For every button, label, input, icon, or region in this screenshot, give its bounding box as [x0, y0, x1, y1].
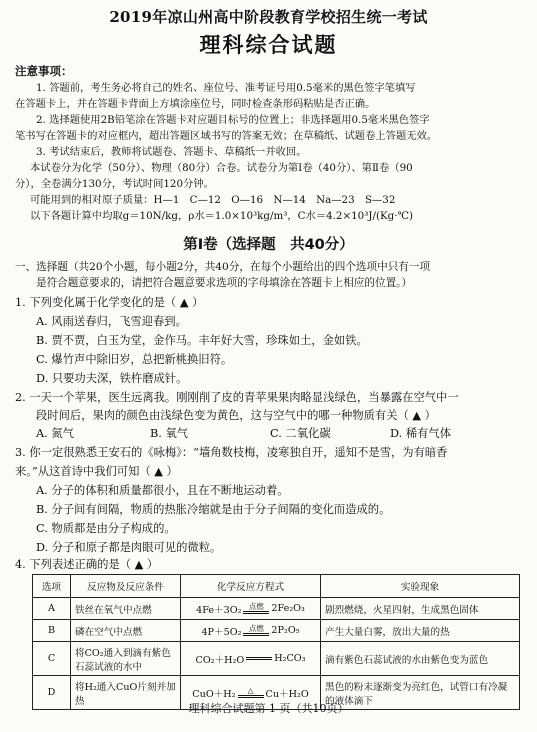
notice-line: 分），全卷满分130分，考试时间120分钟。 [15, 178, 214, 190]
row-phenomenon: 黑色的粉末逐渐变为亮红色，试管口有冷凝的液体滴下 [321, 676, 520, 710]
question-2-option-b: B. 氧气 [150, 427, 189, 440]
row-equation: 4P＋5O₂ 点燃 2P₂O₅ [181, 620, 321, 642]
reaction-condition: 点燃 [248, 624, 264, 633]
notice-line: 本试卷分为化学（50分）、物理（80分）合卷。试卷分为第Ⅰ卷（40分）、第Ⅱ卷（90 [30, 162, 413, 174]
row-reactants: 将H₂通入CuO片刻并加热 [71, 676, 181, 710]
notice-line: 在答题卡上，并在答题卡背面上方填涂座位号，同时检查条形码粘贴是否正确。 [15, 98, 376, 110]
question-2-stem: 段时间后，果肉的颜色由浅绿色变为黄色，这与空气中的哪一种物质有关（ ▲ ） [36, 409, 436, 422]
question-3-option-b: B. 分子间有间隔，物质的热胀冷缩就是由于分子间隔的变化而造成的。 [36, 503, 391, 516]
notice-line: 3. 考试结束后，教师将试题卷、答题卡、草稿纸一并收回。 [36, 146, 307, 158]
question-1-option-c: C. 爆竹声中除旧岁，总把新桃换旧符。 [36, 353, 233, 366]
row-option: B [33, 620, 71, 642]
section-intro: 是符合题意要求的，请把符合题意要求选项的字母填涂在答题卡上相应的位置。） [36, 277, 413, 289]
section-intro: 一、选择题（共20个小题，每小题2分，共40分，在每个小题给出的四个选项中只有一项 [15, 261, 431, 273]
row-equation: CuO＋H₂ △ Cu＋H₂O [181, 676, 321, 710]
question-3-option-c: C. 物质都是由分子构成的。 [36, 522, 176, 535]
notice-line: 以下各题计算中均取g＝10N/kg，ρ水＝1.0×10³kg/m³，C水＝4.2×10³J/(Kg·℃) [30, 210, 414, 222]
row-phenomenon: 滴有紫色石蕊试液的水由紫色变为蓝色 [321, 642, 520, 676]
row-phenomenon: 产生大量白雾，放出大量的热 [321, 620, 520, 642]
question-3-option-a: A. 分子的体积和质量都很小，且在不断地运动着。 [36, 484, 289, 497]
question-2-option-c: C. 二氧化碳 [270, 427, 331, 440]
notice-line: 笔书写在答题卡的对应框内，超出答题区域书写的答案无效；在草稿纸、试题卷上答题无效。 [15, 130, 438, 142]
row-option: A [33, 598, 71, 620]
reaction-condition: 点燃 [248, 602, 264, 611]
table-row [33, 620, 520, 642]
table-header: 化学反应方程式 [181, 575, 321, 598]
table-row [33, 642, 520, 676]
notice-line: 2. 选择题使用2B铅笔涂在答题卡对应题目标号的位置上；非选择题用0.5毫米黑色签字 [36, 114, 430, 126]
row-option: C [33, 642, 71, 676]
row-equation: CO₂＋H₂O H₂CO₃ [181, 642, 321, 676]
question-4-stem: 4. 下列表述正确的是（ ▲ ） [15, 558, 159, 571]
table-row [33, 598, 520, 620]
row-option: D [33, 676, 71, 710]
row-reactants: 铁丝在氧气中点燃 [71, 598, 181, 620]
table-header: 实验现象 [321, 575, 520, 598]
subject-title: 理科综合试题 [199, 32, 338, 57]
question-3-option-d: D. 分子和原子都是肉眼可见的微粒。 [36, 541, 222, 554]
page-footer: 理科综合试题第 1 页（共10页） [188, 702, 349, 715]
question-2-option-d: D. 稀有气体 [390, 427, 452, 440]
question-3-stem: 来。”从这首诗中我们可知（ ▲ ） [15, 465, 178, 478]
row-reactants: 将CO₂通入到滴有紫色石蕊试液的水中 [71, 642, 181, 676]
question-1-option-a: A. 风雨送春归，飞雪迎春到。 [36, 315, 187, 328]
table-header-row [33, 575, 520, 598]
row-equation: 4Fe＋3O₂ 点燃 2Fe₂O₃ [181, 598, 321, 620]
question-3-stem: 3. 你一定很熟悉王安石的《咏梅》：“墙角数枝梅，凌寒独自开，遥知不是雪，为有暗香 [15, 446, 448, 459]
notice-line: 可能用到的相对原子质量：H—1 C—12 O—16 N—14 Na—23 S—32 [30, 194, 396, 206]
row-reactants: 磷在空气中点燃 [71, 620, 181, 642]
row-phenomenon: 剧烈燃烧，火星四射，生成黑色固体 [321, 598, 520, 620]
table-header: 反应物及反应条件 [71, 575, 181, 598]
question-2-stem: 2. 一天一个苹果，医生远离我。刚刚削了皮的青苹果果肉略显浅绿色，当暴露在空气中一 [15, 391, 459, 404]
table-header: 选项 [33, 575, 71, 598]
reaction-condition: △ [247, 686, 254, 695]
reaction-table [32, 574, 520, 710]
notice-line: 1. 答题前，考生务必将自己的姓名、座位号、准考证号用0.5毫米的黑色签字笔填写 [36, 82, 416, 94]
question-2-option-a: A. 氮气 [36, 427, 74, 440]
question-1-stem: 1. 下列变化属于化学变化的是（ ▲ ） [15, 296, 204, 309]
exam-title: 2019年凉山州高中阶段教育学校招生统一考试 [109, 8, 428, 26]
section-title: 第Ⅰ卷（选择题 共40分） [183, 237, 354, 253]
question-1-option-d: D. 只要功夫深，铁杵磨成针。 [36, 372, 188, 385]
notice-title: 注意事项： [15, 64, 73, 78]
question-1-option-b: B. 贾不贾，白玉为堂，金作马。丰年好大雪，珍珠如土，金如铁。 [36, 334, 368, 347]
